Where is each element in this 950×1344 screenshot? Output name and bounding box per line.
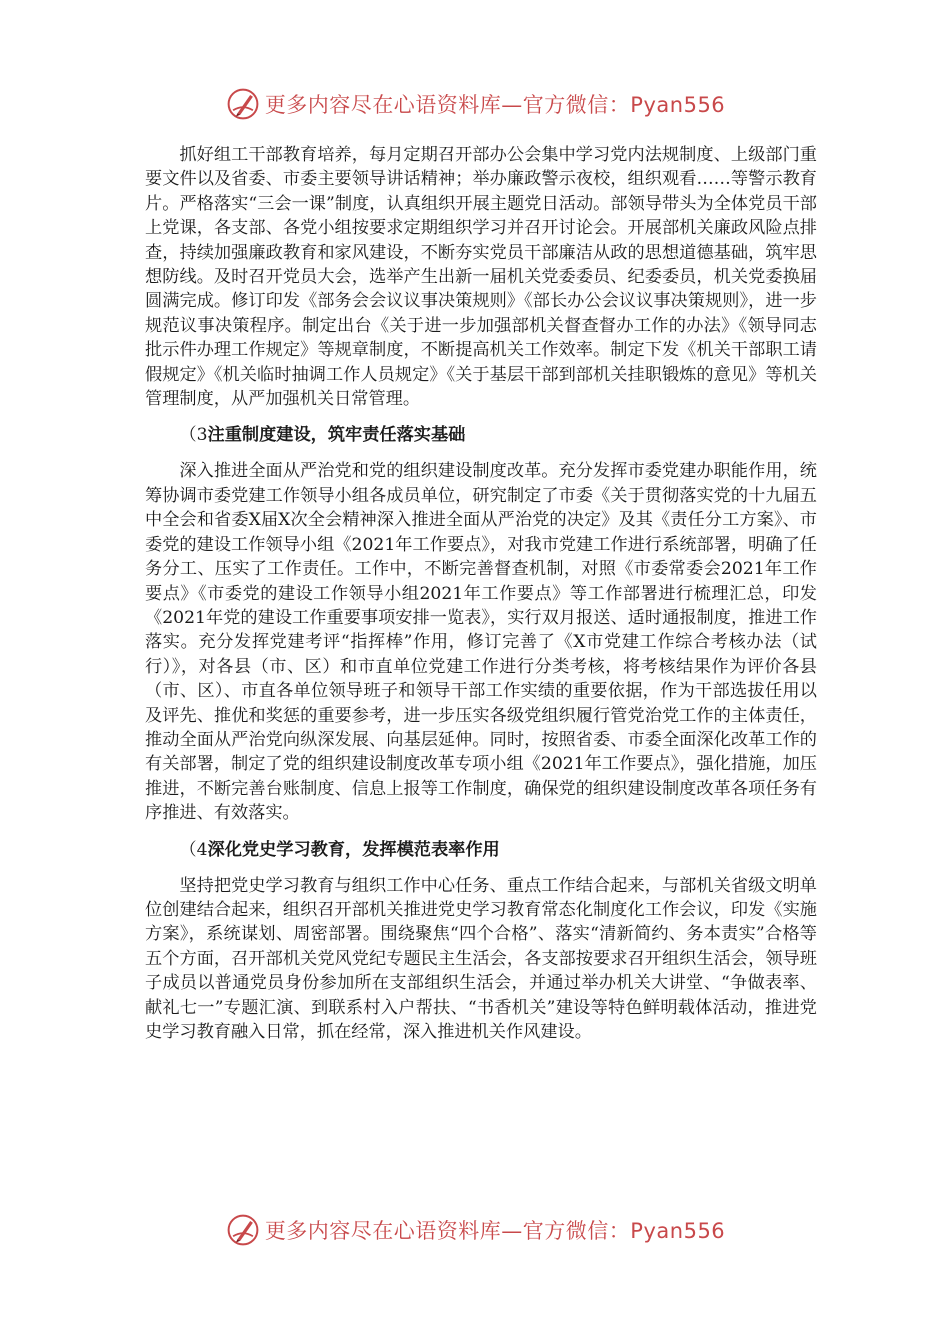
section-4-number: （4 [179, 839, 208, 860]
banner-text: 更多内容尽在心语资料库—官方微信：Pyan556 [264, 93, 726, 117]
pen-book-logo-icon [225, 1212, 261, 1248]
document-body [145, 143, 817, 1044]
paragraph-1: 抓好组工干部教育培养，每月定期召开部办公会集中学习党内法规制度、上级部门重要文件以及省委、市委主要领导讲话精神；举办廉政警示夜校，组织观看……等警示教育片。严格落实“三会一课”制度，认真组织开展主题党日活动。部领导带头为全体党员干部上党课，各支部、各党小组按要求定期组织学习并召开讨论会。开展部机关廉政风险点排查，持续加强廉政教育和家风建设，不断夯实党员干部廉洁从政的思想道德基础，筑牢思想防线。及时召开党员大会，选举产生出新一届机关党委委员、纪委委员，机关党委换届圆满完成。修订印发《部务会会议议事决策规则》《部长办公会议议事决策规则》，进一步规范议事决策程序。制定出台《关于进一步加强部机关督查督办工作的办法》《领导同志批示件办理工作规定》等规章制度，不断提高机关工作效率。制定下发《机关干部职工请假规定》《机关临时抽调工作人员规定》《关于基层干部到部机关挂职锻炼的意见》等机关管理制度，从严加强机关日常管理。 [145, 145, 817, 410]
header-banner [0, 84, 950, 124]
pen-book-logo-icon [225, 86, 261, 122]
section-heading-4 [145, 838, 817, 862]
paragraph-3: 坚持把党史学习教育与组织工作中心任务、重点工作结合起来，与部机关省级文明单位创建结合起来，组织召开部机关推进党史学习教育常态化制度化工作会议，印发《实施方案》，系统谋划、周密部署。围绕聚焦“四个合格”、落实“清新简约、务本责实”合格等五个方面，召开部机关党风党纪专题民主生活会，各支部按要求召开组织生活会，领导班子成员以普通党员身份参加所在支部组织生活会，并通过举办机关大讲堂、“争做表率、献礼七一”专题汇演、到联系村入户帮扶、“书香机关”建设等特色鲜明载体活动，推进党史学习教育融入日常，抓在经常，深入推进机关作风建设。 [145, 875, 817, 1042]
banner-text: 更多内容尽在心语资料库—官方微信：Pyan556 [264, 1219, 726, 1243]
footer-banner [0, 1210, 950, 1250]
paragraph-2: 深入推进全面从严治党和党的组织建设制度改革。充分发挥市委党建办职能作用，统筹协调市委党建工作领导小组各成员单位，研究制定了市委《关于贯彻落实党的十九届五中全会和省委X届X次全会精神深入推进全面从严治党的决定》及其《责任分工方案》、市委党的建设工作领导小组《2021年工作要点》，对我市党建工作进行系统部署，明确了任务分工、压实了工作责任。工作中，不断完善督查机制，对照《市委常委会2021年工作要点》《市委党的建设工作领导小组2021年工作要点》等工作部署进行梳理汇总，印发《2021年党的建设工作重要事项安排一览表》，实行双月报送、适时通报制度，推进工作落实。充分发挥党建考评“指挥棒”作用，修订完善了《X市党建工作综合考核办法（试行）》，对各县（市、区）和市直单位党建工作进行分类考核，将考核结果作为评价各县（市、区）、市直各单位领导班子和领导干部工作实绩的重要依据，作为干部选拔任用以及评先、推优和奖惩的重要参考，进一步压实各级党组织履行管党治党工作的主体责任，推动全面从严治党向纵深发展、向基层延伸。同时，按照省委、市委全面深化改革工作的有关部署，制定了党的组织建设制度改革专项小组《2021年工作要点》，强化措施，加压推进，不断完善台账制度、信息上报等工作制度，确保党的组织建设制度改革各项任务有序推进、有效落实。 [145, 461, 817, 824]
section-3-number: （3 [179, 425, 208, 446]
section-heading-3 [145, 423, 817, 447]
section-3-title: 注重制度建设，筑牢责任落实基础 [207, 425, 466, 446]
section-4-title: 深化党史学习教育，发挥模范表率作用 [207, 839, 500, 860]
